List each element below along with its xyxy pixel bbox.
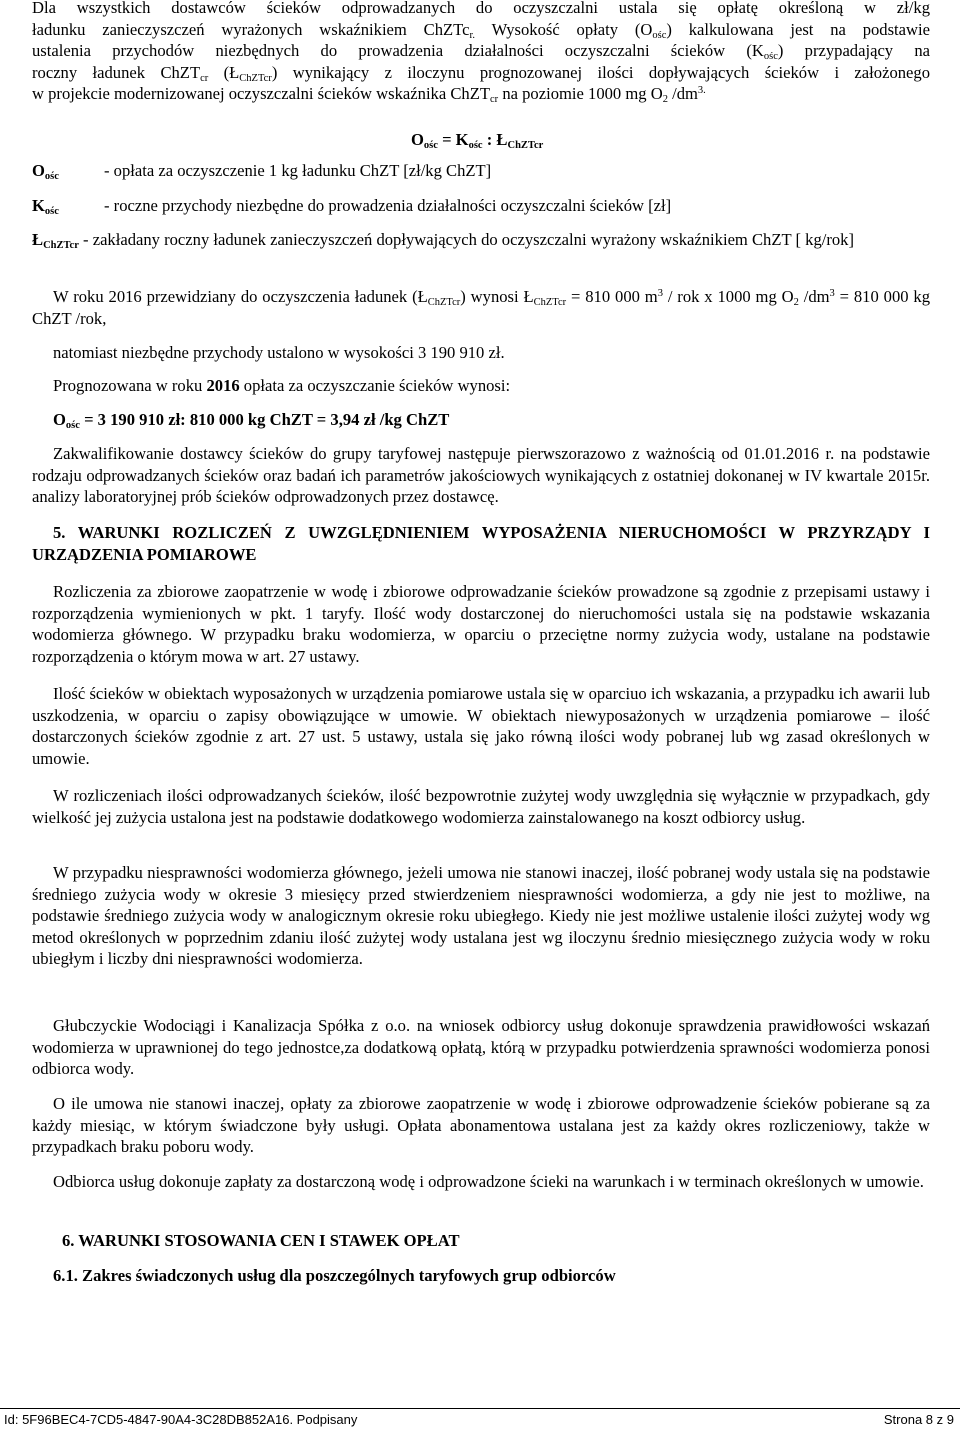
main-formula: $O_{ośc} = K_{ośc}$ : $Ł_{ChZTcr}$ <box>411 130 544 151</box>
section5-paragraph: W rozliczeniach ilości odprowadzanych ścieków, ilość bezpowrotnie zużytej wody uwzględnia się wyłącznie w przypadkach, gdy wielkość jej zużycia ustalona jest na podstawie dodatkowego wodomierza zainstalowanego na koszt odbiorcy usług. <box>32 786 930 827</box>
year-2016-load: W roku 2016 przewidziany do oczyszczenia ładunek $(Ł_{ChZTcr})$ wynosi $Ł_{ChZTcr} = 810$ 000 $m^3$ / rok x 1000 mg $O_2$ $/dm^3 = 810$ 000 kg ChZT /rok, <box>32 287 931 328</box>
forecast-intro: Prognozowana w roku 2016 opłata za oczyszczanie ścieków wynosi: <box>53 376 511 395</box>
intro-line: ładunku zanieczyszczeń wyrażonych wskaźnikiem ChZTc$_{r.}$ Wysokość opłaty $(O_{ośc})$ kalkulowana jest na podstawie <box>32 19 930 41</box>
section5-heading: 5. WARUNKI ROZLICZEŃ Z UWZGLĘDNIENIEM WYPOSAŻENIA NIERUCHOMOŚCI W PRZYRZĄDY I URZĄDZENIA POMIAROWE <box>32 523 930 564</box>
section6-heading: 6. WARUNKI STOSOWANIA CEN I STAWEK OPŁAT <box>62 1231 460 1250</box>
section5-paragraph: Rozliczenia za zbiorowe zaopatrzenie w wodę i zbiorowe odprowadzanie ścieków prowadzone są zgodnie z przepisami ustawy i rozporządzenia wymienionych w pkt. 1 taryfy. Ilość wody dostarczonej do nieruchomości ustala się na podstawie wskazania wodomierza głównego. W przypadku braku wodomierza, w oparciu o przeciętne normy zużycia wody, ustalane na podstawie rozporządzenia o którym mowa w art. 27 ustawy. <box>32 582 930 666</box>
definition-text: - opłata za oczyszczenie 1 kg ładunku ChZT [zł/kg ChZT] <box>104 161 492 180</box>
page-footer <box>0 1408 960 1429</box>
intro-line: roczny ładunek ChZT$_{cr}$ $(Ł_{ChZTcr})$ wynikający z iloczynu prognozowanej ilości dopływających ścieków i założonego <box>32 62 930 84</box>
definition-symbol: $O_{ośc}$ <box>32 161 59 182</box>
lchzt-definition: $Ł_{ChZTcr}$ - zakładany roczny ładunek zanieczyszczeń dopływających do oczyszczalni wyrażony wskaźnikiem ChZT [ kg/rok] <box>32 230 855 251</box>
revenue-statement: natomiast niezbędne przychody ustalono w wysokości 3 190 910 zł. <box>53 343 505 362</box>
definition-text: - roczne przychody niezbędne do prowadzenia działalności oczyszczalni ścieków [zł] <box>104 196 672 215</box>
intro-line: w projekcie modernizowanej oczyszczalni ścieków wskaźnika ChZT$_{cr}$ na poziomie 1000 mg $O_2$ $/dm^{3.}$ <box>32 84 706 106</box>
section61-heading: 6.1. Zakres świadczonych usług dla poszczególnych taryfowych grup odbiorców <box>53 1266 616 1285</box>
definition-symbol: $K_{ośc}$ <box>32 196 59 217</box>
document-id: Id: 5F96BEC4-7CD5-4847-90A4-3C28DB852A16. Podpisany <box>4 1412 358 1427</box>
section5-paragraph: Ilość ścieków w obiektach wyposażonych w urządzenia pomiarowe ustala się w oparciuo ich wskazania, a przypadku ich awarii lub uszkodzenia, w oparciu o zapisy obowiązujące w umowie. W obiektach niewyposażonych w urządzenia pomiarowe – ilość dostarczonych ścieków zgodnie z art. 27 ust. 5 ustawy, ustala się jako równą ilości wody pobranej lub wg zasad określonych w umowie. <box>32 684 930 768</box>
tariff-group-paragraph: Zakwalifikowanie dostawcy ścieków do grupy taryfowej następuje pierwszorazowo z ważnością od 01.01.2016 r. na podstawie rodzaju odprowadzanych ścieków oraz badań ich parametrów jakościowych wynikających z ostatniej dokonanej w IV kwartale 2015r. analizy laboratoryjnej prób ścieków odprowadzonych przez dostawcę. <box>32 444 930 507</box>
intro-line: Dla wszystkich dostawców ścieków odprowadzanych do oczyszczalni ustala się opłatę określoną w zł/kg <box>32 0 930 17</box>
page-number: Strona 8 z 9 <box>883 1412 954 1427</box>
section5-paragraph: Odbiorca usług dokonuje zapłaty za dostarczoną wodę i odprowadzone ścieki na warunkach i w terminach określonych w umowie. <box>53 1172 924 1191</box>
intro-paragraph <box>32 0 930 105</box>
section5-paragraph: Głubczyckie Wodociągi i Kanalizacja Spółka z o.o. na wniosek odbiorcy usług dokonuje sprawdzenia prawidłowości wskazań wodomierza w uprawnionej do tego jednostce,za dodatkową opłatą, którą w przypadku potwierdzenia sprawności wodomierza ponosi odbiorca wody. <box>32 1016 930 1079</box>
section5-paragraph: O ile umowa nie stanowi inaczej, opłaty za zbiorowe zaopatrzenie w wodę i zbiorowe odprowadzenie ścieków pobierane są za każdy miesiąc, w którym świadczone były usługi. Opłata abonamentowa ustalana jest za każdy okres rozliczeniowy, także w przypadkach braku poboru wody. <box>32 1094 930 1157</box>
section5-paragraph: W przypadku niesprawności wodomierza głównego, jeżeli umowa nie stanowi inaczej, ilość pobranej wody ustala się na podstawie średniego zużycia wody w okresie 3 miesięcy przed stwierdzeniem niesprawności wodomierza, a gdy nie jest to możliwe, na podstawie średniego zużycia wody w analogicznym okresie roku ubiegłego. Kiedy nie jest możliwe ustalenie ilości zużytej wody wg metod określonych w poprzednim zdaniu ilość zużytej wody ustalana jest wg iloczynu średnio miesięcznego zużycia wody w roku ubiegłym i liczby dni niesprawności wodomierza. <box>32 863 930 969</box>
intro-line: ustalenia przychodów niezbędnych do prowadzenia działalności oczyszczalni ścieków $(K_{ośc})$ przypadający na <box>32 41 930 63</box>
forecast-formula: $O_{ośc} = 3$ 190 910 zł: 810 000 kg ChZT = 3,94 zł /kg ChZT <box>53 410 450 431</box>
